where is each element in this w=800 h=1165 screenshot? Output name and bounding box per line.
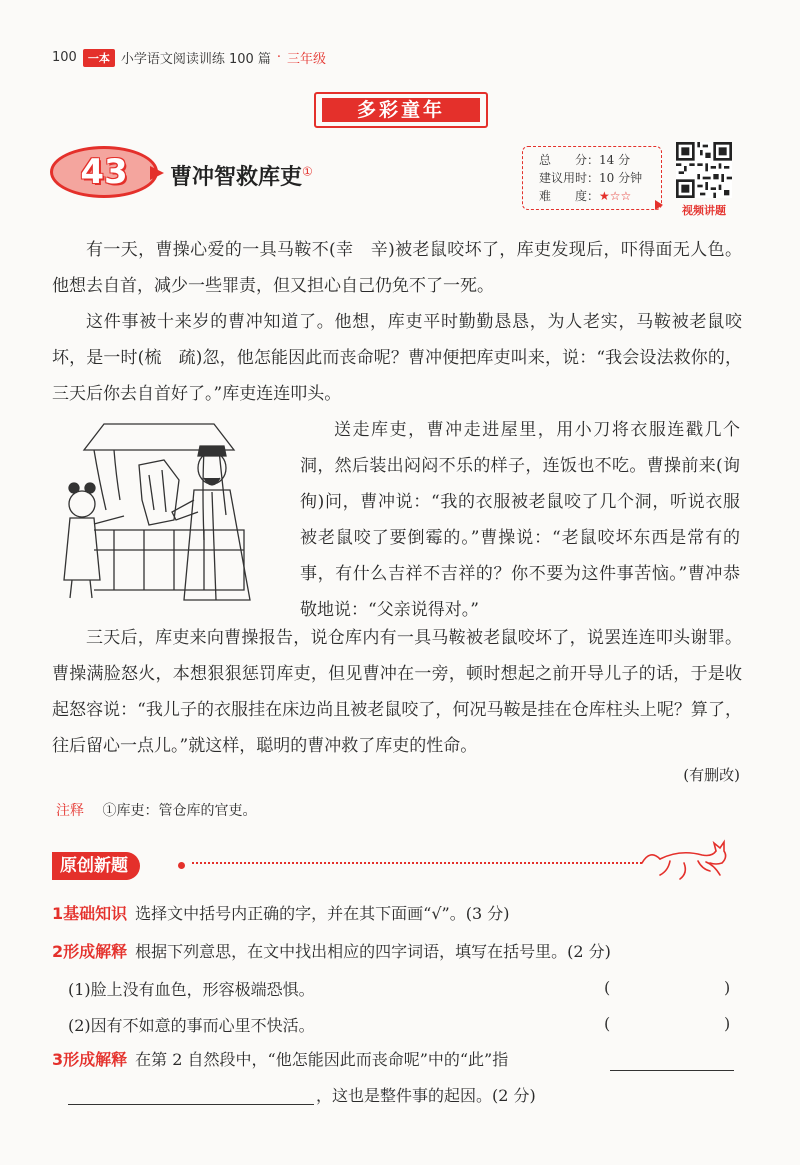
question-2: 2形成解释 根据下列意思，在文中找出相应的四字词语，填写在括号里。(2 分) (52, 942, 611, 961)
question-1-category: 基础知识 (63, 904, 128, 923)
question-3: 3形成解释 在第 2 自然段中，“他怎能因此而丧命呢”中的“此”指 (52, 1050, 509, 1069)
answer-blank-3b[interactable] (68, 1086, 314, 1105)
paragraph-3: 送走库吏，曹冲走进屋里，用小刀将衣服连戳几个洞，然后装出闷闷不乐的样子，连饭也不吃。曹操前来(询 徇)问，曹冲说：“我的衣服被老鼠咬了几个洞，听说衣服被老鼠咬了要倒霉的。”曹操说：“老鼠咬坏东西是常有的事，有什么吉祥不吉祥的？你不要为这件事苦恼。”曹冲恭敬地说：“父亲说得对。” (300, 420, 757, 620)
lesson-title (170, 160, 313, 191)
running-cat-icon (640, 835, 730, 883)
answer-paren-open-2: ( (604, 1014, 611, 1033)
section-dot-icon (178, 862, 185, 869)
difficulty-stars-icon: ★☆☆ (599, 189, 632, 203)
book-title: 小学语文阅读训练 100 篇 (120, 52, 271, 67)
answer-blank-2-1[interactable] (614, 978, 722, 1002)
info-time: 建议用时：10 分钟 (539, 171, 643, 185)
video-explain-link[interactable]: 视频讲题 (682, 204, 726, 217)
question-1-text: 选择文中括号内正确的字，并在其下面画“√”。(3 分) (135, 904, 510, 923)
dotted-divider (192, 862, 642, 864)
lesson-title-text: 曹冲智救库吏 (170, 164, 303, 190)
grade-separator: · (276, 50, 282, 65)
answer-paren-open-1: ( (604, 978, 611, 997)
answer-blank-2-2[interactable] (614, 1014, 722, 1038)
lesson-number: 43 (80, 152, 128, 192)
question-1: 1基础知识 选择文中括号内正确的字，并在其下面画“√”。(3 分) (52, 904, 510, 923)
source-note: (有删改) (683, 766, 740, 784)
lesson-badge-arrow-icon (150, 166, 164, 180)
running-header (52, 48, 326, 67)
annotation-text: ①库吏：管仓库的官吏。 (102, 803, 257, 819)
question-2-sub-1: (1)脸上没有血色，形容极端恐惧。 (68, 980, 315, 999)
paragraph-4: 三天后，库吏来向曹操报告，说仓库内有一具马鞍被老鼠咬坏了，说罢连连叩头谢罪。曹操满脸怒火，本想狠狠惩罚库吏，但见曹冲在一旁，顿时想起之前开导儿子的话，于是收起怒容说：“我儿子的衣服挂在床边尚且被老鼠咬了，何况马鞍是挂在仓库柱头上呢？算了，往后留心一点儿。”就这样，聪明的曹冲救了库吏的性命。 (52, 628, 742, 756)
question-2-text: 根据下列意思，在文中找出相应的四字词语，填写在括号里。(2 分) (135, 942, 611, 961)
annotation-label: 注释 (56, 803, 84, 819)
page-number: 100 (52, 50, 77, 65)
annotation (56, 800, 256, 820)
question-3-category: 形成解释 (63, 1050, 128, 1069)
book-logo: 一本 (83, 49, 115, 67)
question-3-text: 在第 2 自然段中，“他怎能因此而丧命呢”中的“此”指 (135, 1050, 509, 1069)
footnote-mark[interactable]: ① (302, 164, 313, 179)
answer-blank-3a[interactable] (610, 1052, 734, 1071)
grade-label: 三年级 (287, 52, 327, 67)
info-arrow-icon (655, 200, 663, 210)
story-illustration (54, 420, 290, 604)
section-banner (314, 92, 488, 128)
info-difficulty: 难 度：★☆☆ (539, 189, 632, 203)
paragraph-1: 有一天，曹操心爱的一具马鞍不(幸 辛)被老鼠咬坏了，库吏发现后，吓得面无人色。他想去自首，减少一些罪责，但又担心自己仍免不了一死。 (52, 240, 742, 296)
answer-paren-close-1: ) (724, 978, 731, 997)
question-2-sub-2: (2)因有不如意的事而心里不快活。 (68, 1016, 315, 1035)
question-3-tail: ，这也是整件事的起因。(2 分) (316, 1086, 536, 1105)
answer-paren-close-2: ) (724, 1014, 731, 1033)
qr-code-icon[interactable] (676, 142, 732, 198)
questions-section-title: 原创新题 (52, 852, 140, 880)
lesson-info-box (522, 146, 662, 210)
paragraph-2: 这件事被十来岁的曹冲知道了。他想，库吏平时勤勤恳恳，为人老实，马鞍被老鼠咬坏，是一时(梳 疏)忽，他怎能因此而丧命呢？曹冲便把库吏叫来，说：“我会设法救你的，三天后你去自首好了。”库吏连连叩头。 (52, 312, 742, 404)
section-title: 多彩童年 (322, 98, 480, 122)
info-total: 总 分：14 分 (539, 153, 631, 167)
question-2-category: 形成解释 (63, 942, 128, 961)
